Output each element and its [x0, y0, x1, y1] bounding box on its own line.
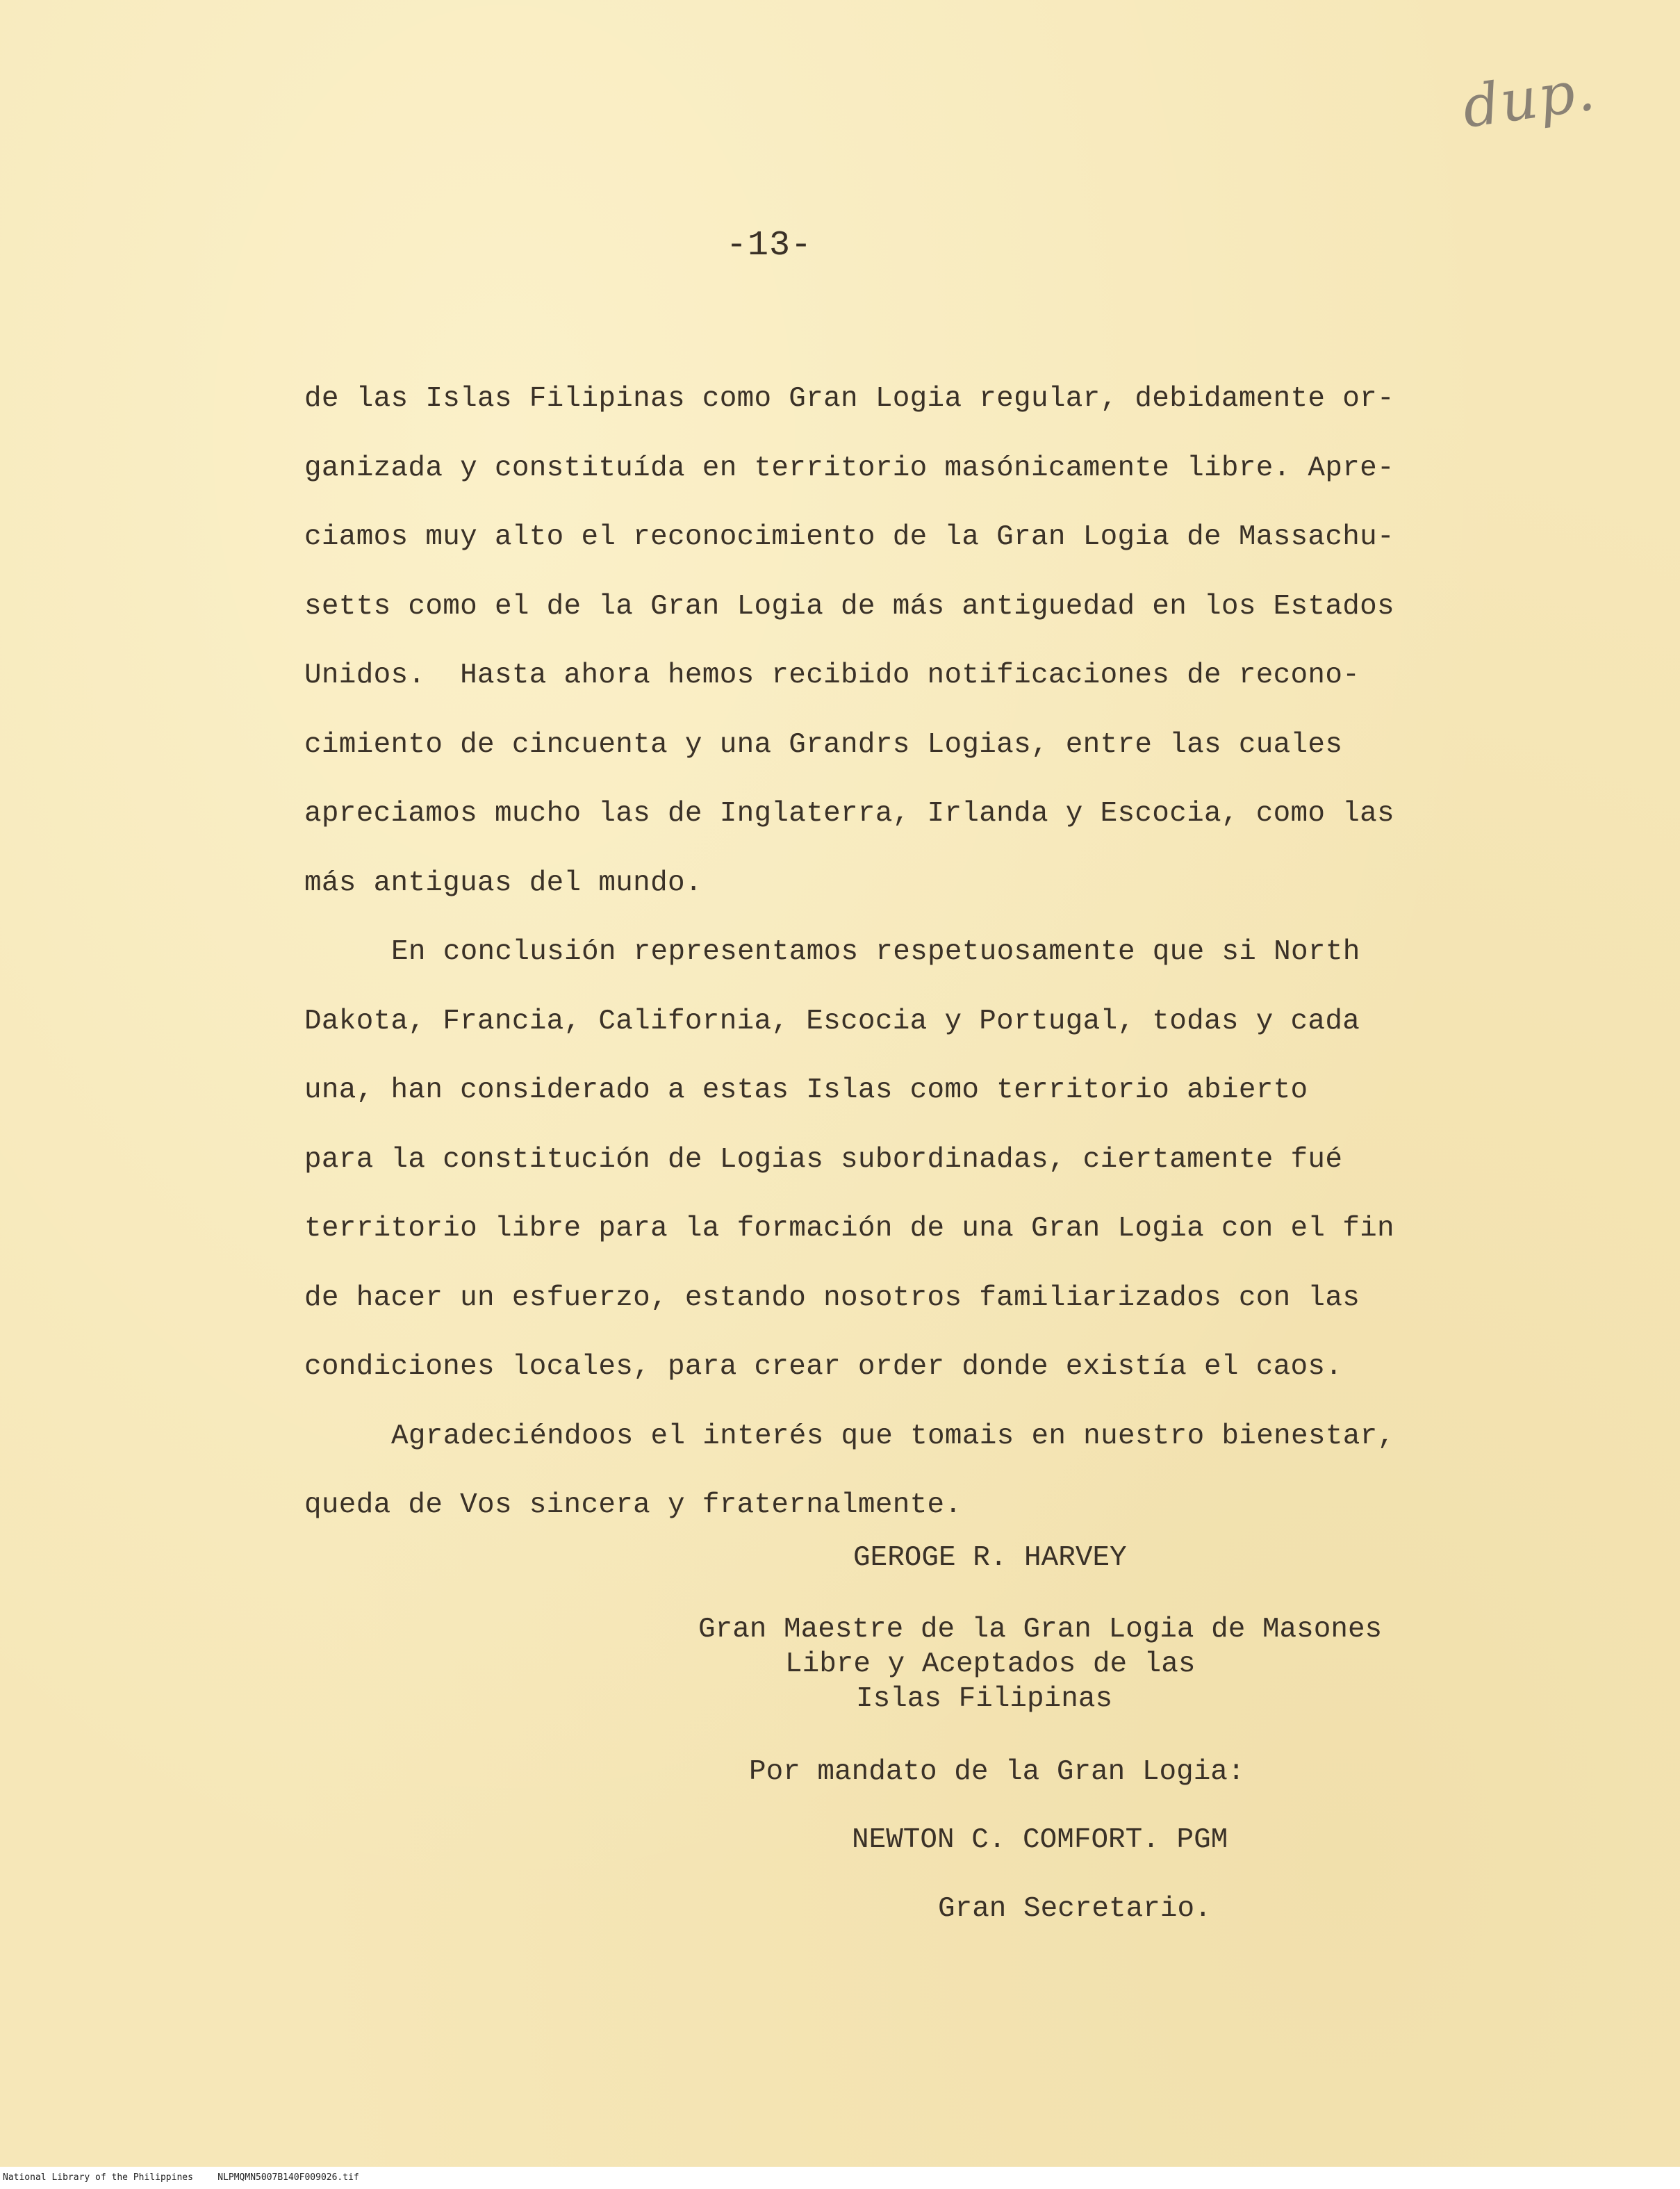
body-line: Agradeciéndoos el interés que tomais en nuestro bienestar,	[391, 1420, 1395, 1452]
body-line: de hacer un esfuerzo, estando nosotros familiarizados con las	[304, 1281, 1360, 1314]
body-line: ganizada y constituída en territorio masónicamente libre. Apre-	[304, 452, 1394, 484]
body-line: una, han considerado a estas Islas como territorio abierto	[304, 1074, 1308, 1106]
body-line: territorio libre para la formación de una Gran Logia con el fin	[304, 1213, 1394, 1245]
body-line: setts como el de la Gran Logia de más antiguedad en los Estados	[304, 590, 1394, 623]
body-line: En conclusión representamos respetuosamente que si North	[391, 936, 1360, 968]
body-line: para la constitución de Logias subordinadas, ciertamente fué	[304, 1143, 1343, 1176]
body-line: apreciamos mucho las de Inglaterra, Irlanda y Escocia, como las	[304, 798, 1394, 830]
body-line: ciamos muy alto el reconocimiento de la Gran Logia de Massachu-	[304, 521, 1394, 553]
signatory-name: GEROGE R. HARVEY	[853, 1542, 1127, 1574]
body-line: Dakota, Francia, California, Escocia y Portugal, todas y cada	[304, 1005, 1360, 1038]
handwritten-note: dup.	[1458, 57, 1600, 141]
body-line: condiciones locales, para crear order donde existía el caos.	[304, 1351, 1343, 1383]
footer-library: National Library of the Philippines	[3, 2172, 193, 2183]
signatory-title-line: Libre y Aceptados de las	[785, 1648, 1196, 1680]
body-line: Unidos. Hasta ahora hemos recibido notificaciones de recono-	[304, 659, 1360, 691]
body-line: cimiento de cincuenta y una Grandrs Logias, entre las cuales	[304, 728, 1343, 761]
page-number: -13-	[726, 226, 813, 265]
mandate-line: Por mandato de la Gran Logia:	[749, 1756, 1245, 1788]
letter-body	[304, 365, 1409, 1541]
signatory-title-line: Islas Filipinas	[856, 1683, 1113, 1715]
signatory-title-line: Gran Maestre de la Gran Logia de Masones	[698, 1614, 1383, 1646]
footer-file-id: NLPMQMN5007B140F009026.tif	[217, 2172, 359, 2183]
secretary-name: NEWTON C. COMFORT. PGM	[852, 1824, 1228, 1856]
body-line: de las Islas Filipinas como Gran Logia regular, debidamente or-	[304, 383, 1394, 415]
body-line: queda de Vos sincera y fraternalmente.	[304, 1489, 962, 1521]
body-line: más antiguas del mundo.	[304, 867, 702, 899]
scan-footer	[0, 2167, 1680, 2189]
secretary-title: Gran Secretario.	[938, 1893, 1212, 1925]
